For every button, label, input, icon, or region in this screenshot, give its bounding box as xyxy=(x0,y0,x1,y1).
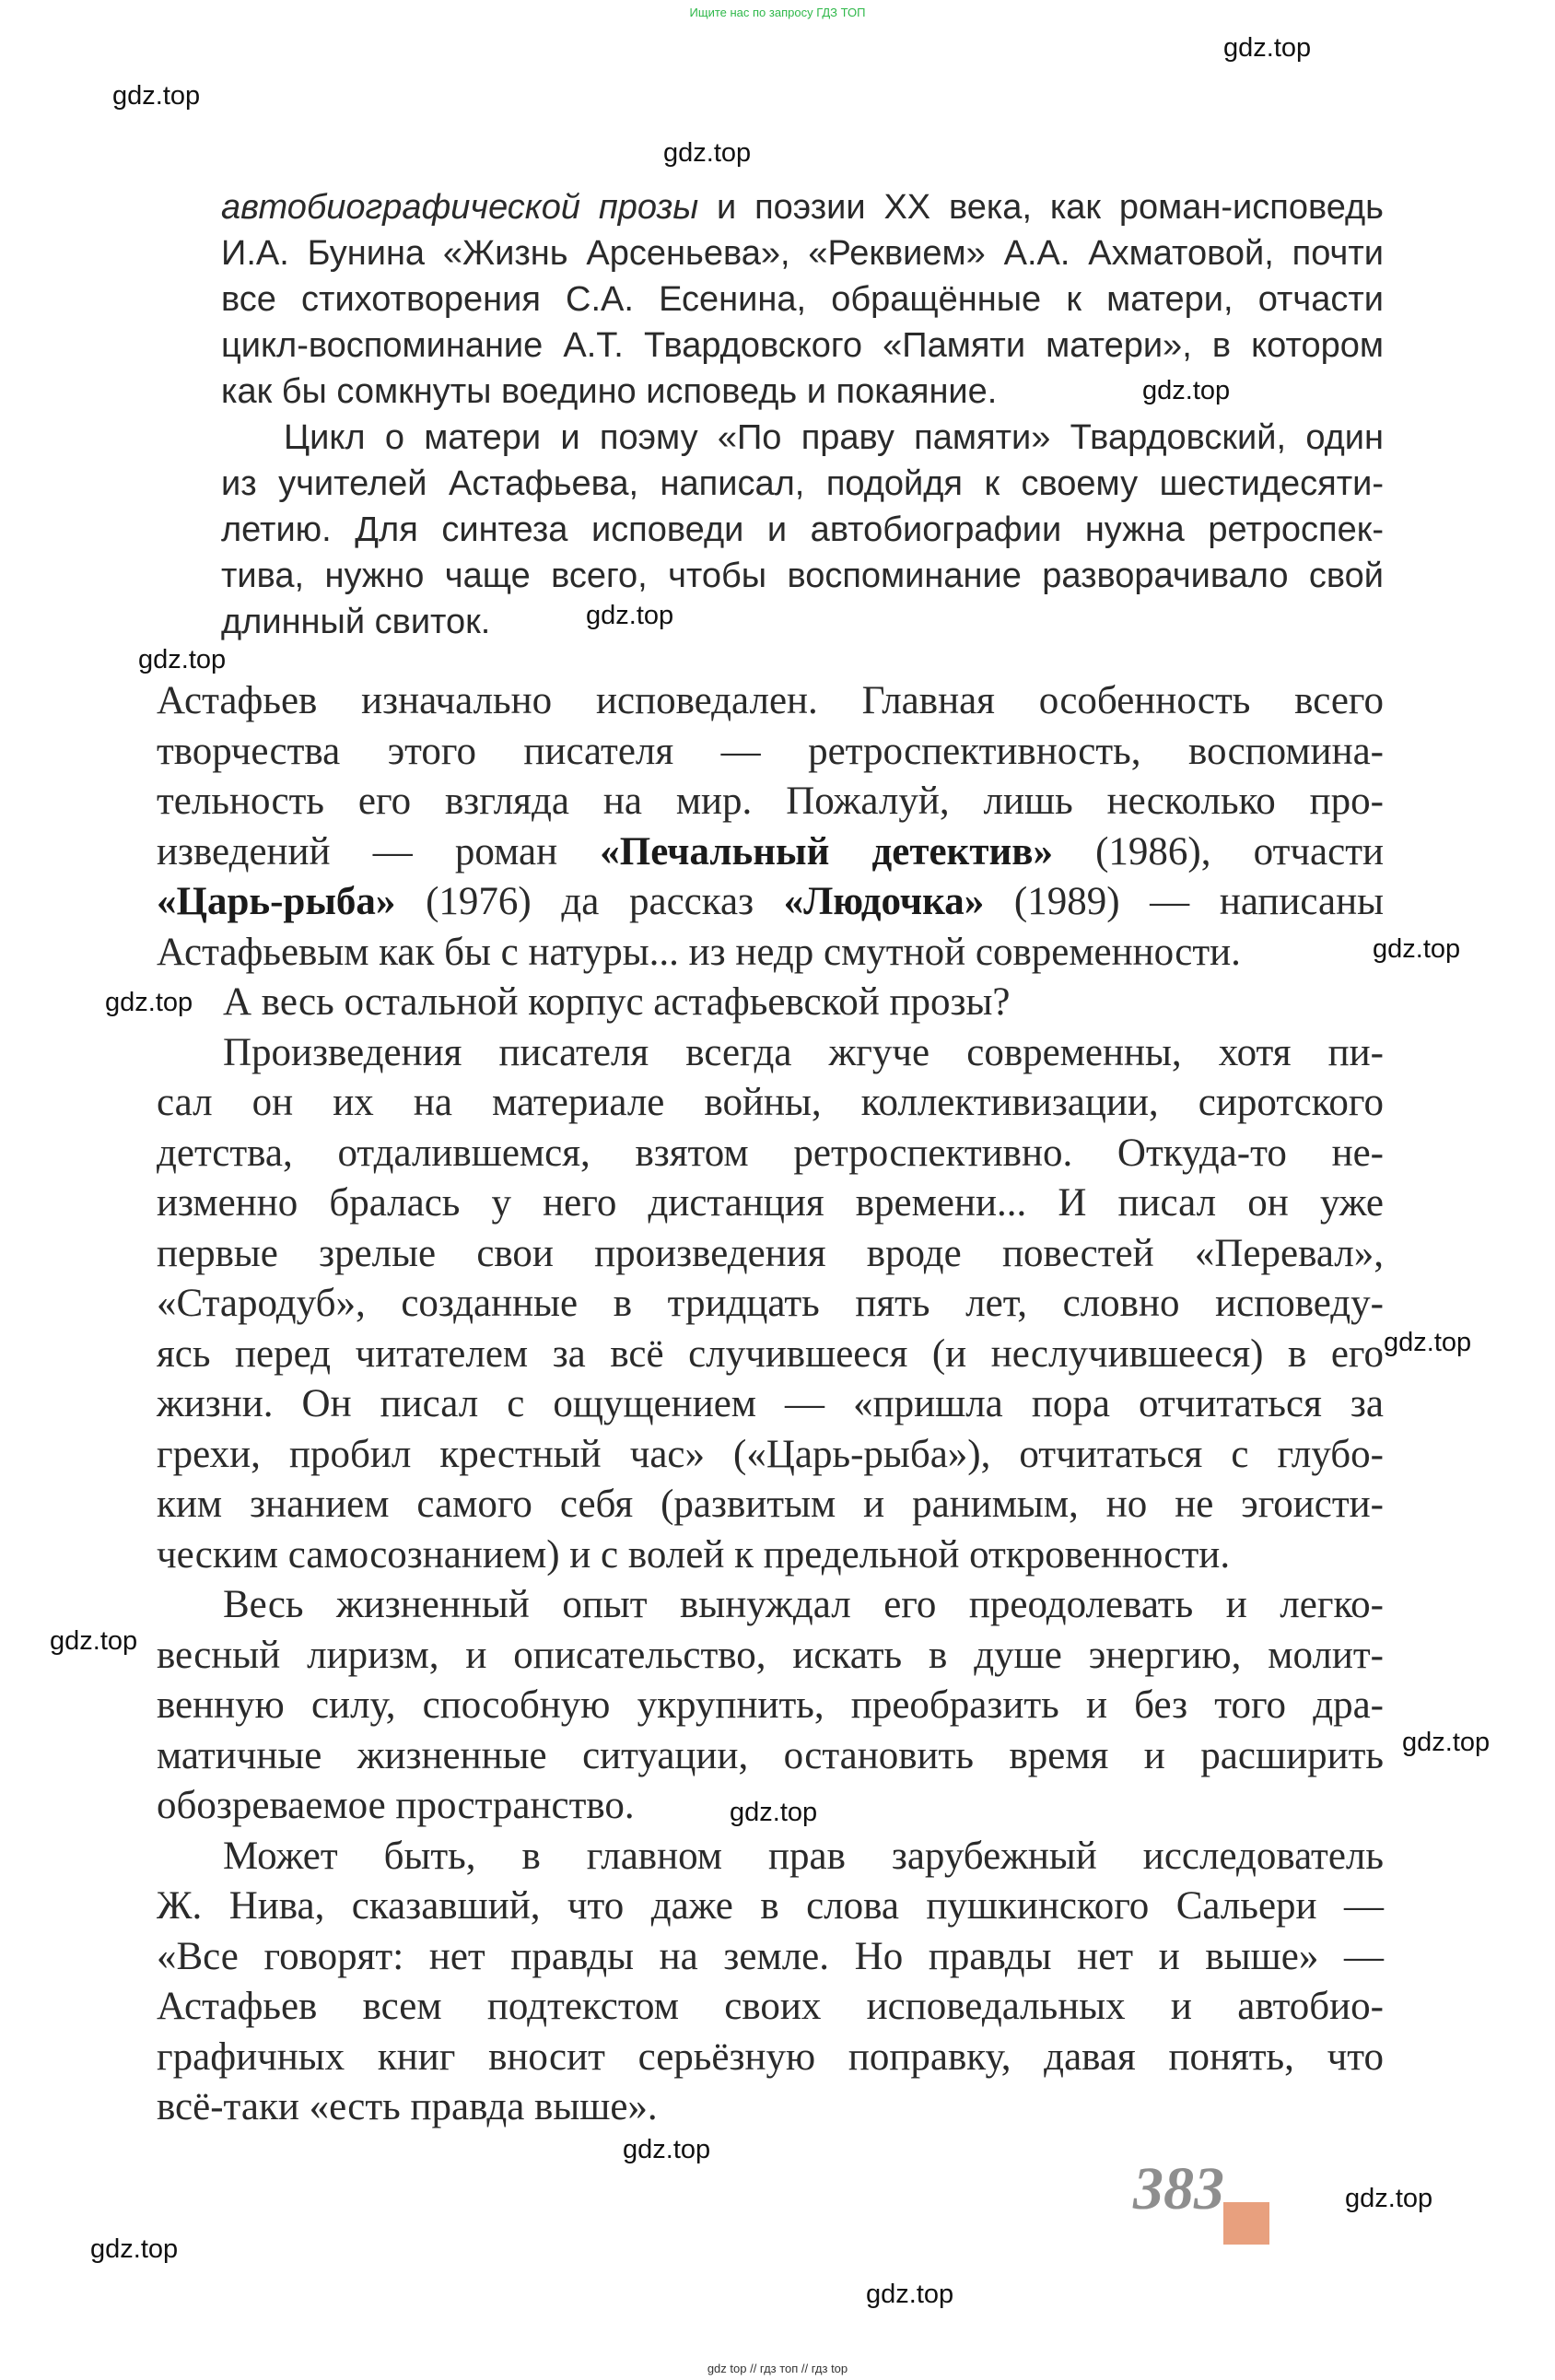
intro-line: все стихотворения С.А. Есенина, обращённые к матери, отчасти xyxy=(221,280,1384,319)
watermark-14: gdz.top xyxy=(1345,2184,1433,2213)
body-line: ческим самосознанием) и с волей к предельной откровенности. xyxy=(157,1532,1231,1577)
body-line: жизни. Он писал с ощущением — «пришла пора отчитаться за xyxy=(157,1382,1384,1425)
watermark-3: gdz.top xyxy=(663,138,752,168)
body-line: Астафьев всем подтекстом своих исповедальных и автобио- xyxy=(157,1985,1384,2028)
body-line: обозреваемое пространство. xyxy=(157,1784,635,1827)
body-line: Весь жизненный опыт вынуждал его преодолевать и легко- xyxy=(223,1583,1384,1626)
body-line: венную силу, способную укрупнить, преобразить и без того дра- xyxy=(157,1683,1384,1727)
intro-line: как бы сомкнуты воедино исповедь и покаяние. xyxy=(221,372,998,411)
body-line: первые зрелые свои произведения вроде повестей «Перевал», xyxy=(157,1231,1384,1275)
watermark-10: gdz.top xyxy=(50,1626,138,1656)
body-line: Ж. Нива, сказавший, что даже в слова пушкинского Сальери — xyxy=(157,1884,1384,1928)
page-number-accent xyxy=(1223,2202,1269,2245)
watermark-2: gdz.top xyxy=(112,81,201,111)
body-line: «Все говорят: нет правды на земле. Но правды нет и выше» — xyxy=(157,1934,1384,1978)
body-line: тельность его взгляда на мир. Пожалуй, лишь несколько про- xyxy=(157,780,1384,823)
body-line: Астафьевым как бы с натуры... из недр смутной современности. xyxy=(157,930,1241,974)
intro-line: цикл-воспоминание А.Т. Твардовского «Памяти матери», в котором xyxy=(221,326,1384,365)
body-line: матичные жизненные ситуации, остановить время и расширить xyxy=(157,1733,1384,1777)
body-line: Может быть, в главном прав зарубежный исследователь xyxy=(223,1834,1384,1878)
body-line: «Царь-рыба» (1976) да рассказ «Людочка» (1989) — написаны xyxy=(157,880,1384,923)
body-line: сал он их на материале войны, коллективизации, сиротского xyxy=(157,1081,1384,1124)
body-line: изменно бралась у него дистанция времени... И писал он уже xyxy=(157,1181,1384,1225)
body-line: А весь остальной корпус астафьевской прозы? xyxy=(223,980,1011,1024)
book-title: «Царь-рыба» xyxy=(157,880,396,923)
watermark-8: gdz.top xyxy=(105,988,193,1017)
body-line: детства, отдалившемся, взятом ретроспективно. Откуда-то не- xyxy=(157,1131,1384,1175)
intro-line: из учителей Астафьева, написал, подойдя к своему шестидесяти- xyxy=(221,464,1384,503)
intro-line: И.А. Бунина «Жизнь Арсеньева», «Реквием» А.А. Ахматовой, почти xyxy=(221,234,1384,273)
intro-text-block xyxy=(221,184,1384,645)
body-line: графичных книг вносит серьёзную поправку, давая понять, что xyxy=(157,2034,1384,2079)
body-line: ким знанием самого себя (развитым и ранимым, но не эгоисти- xyxy=(157,1483,1384,1526)
main-text-block xyxy=(157,676,1384,2133)
intro-line: тива, нужно чаще всего, чтобы воспоминание разворачивало свой xyxy=(221,557,1384,595)
body-line: изведений — роман «Печальный детектив» (1986), отчасти xyxy=(157,829,1384,873)
book-title: «Людочка» xyxy=(783,880,985,923)
watermark-1: gdz.top xyxy=(1223,33,1312,63)
body-line: всё-таки «есть правда выше». xyxy=(157,2085,658,2128)
watermark-5: gdz.top xyxy=(586,601,674,630)
watermark-6: gdz.top xyxy=(138,645,227,674)
watermark-13: gdz.top xyxy=(623,2135,711,2164)
book-title: «Печальный детектив» xyxy=(600,829,1053,873)
top-search-note: Ищите нас по запросу ГДЗ ТОП xyxy=(689,6,866,19)
intro-line: автобиографической прозы и поэзии XX века, как роман-исповедь xyxy=(221,188,1384,227)
watermark-11: gdz.top xyxy=(1402,1728,1491,1757)
watermark-15: gdz.top xyxy=(90,2234,179,2264)
page-number: 383 xyxy=(1133,2155,1224,2222)
intro-line: Цикл о матери и поэму «По праву памяти» Твардовский, один xyxy=(284,418,1384,457)
watermark-4: gdz.top xyxy=(1142,376,1231,405)
body-line: Произведения писателя всегда жгуче современны, хотя пи- xyxy=(223,1030,1384,1074)
intro-line: длинный свиток. xyxy=(221,603,491,641)
body-line: ясь перед читателем за всё случившееся (и неслучившееся) в его xyxy=(157,1331,1384,1376)
watermark-7: gdz.top xyxy=(1373,934,1461,964)
intro-line: летию. Для синтеза исповеди и автобиографии нужна ретроспек- xyxy=(221,510,1384,549)
body-line: «Стародуб», созданные в тридцать пять лет, словно исповеду- xyxy=(157,1282,1384,1325)
watermark-9: gdz.top xyxy=(1384,1328,1472,1357)
body-line: творчества этого писателя — ретроспективность, воспомина- xyxy=(157,729,1384,773)
body-line: Астафьев изначально исповедален. Главная особенность всего xyxy=(157,679,1384,722)
watermark-16: gdz.top xyxy=(866,2280,954,2309)
bottom-note: gdz top // гдз топ // гдз top xyxy=(707,2362,848,2375)
body-line: весный лиризм, и описательство, искать в душе энергию, молит- xyxy=(157,1633,1384,1677)
body-line: грехи, пробил крестный час» («Царь-рыба»), отчитаться с глубо- xyxy=(157,1432,1384,1476)
watermark-12: gdz.top xyxy=(730,1798,818,1827)
